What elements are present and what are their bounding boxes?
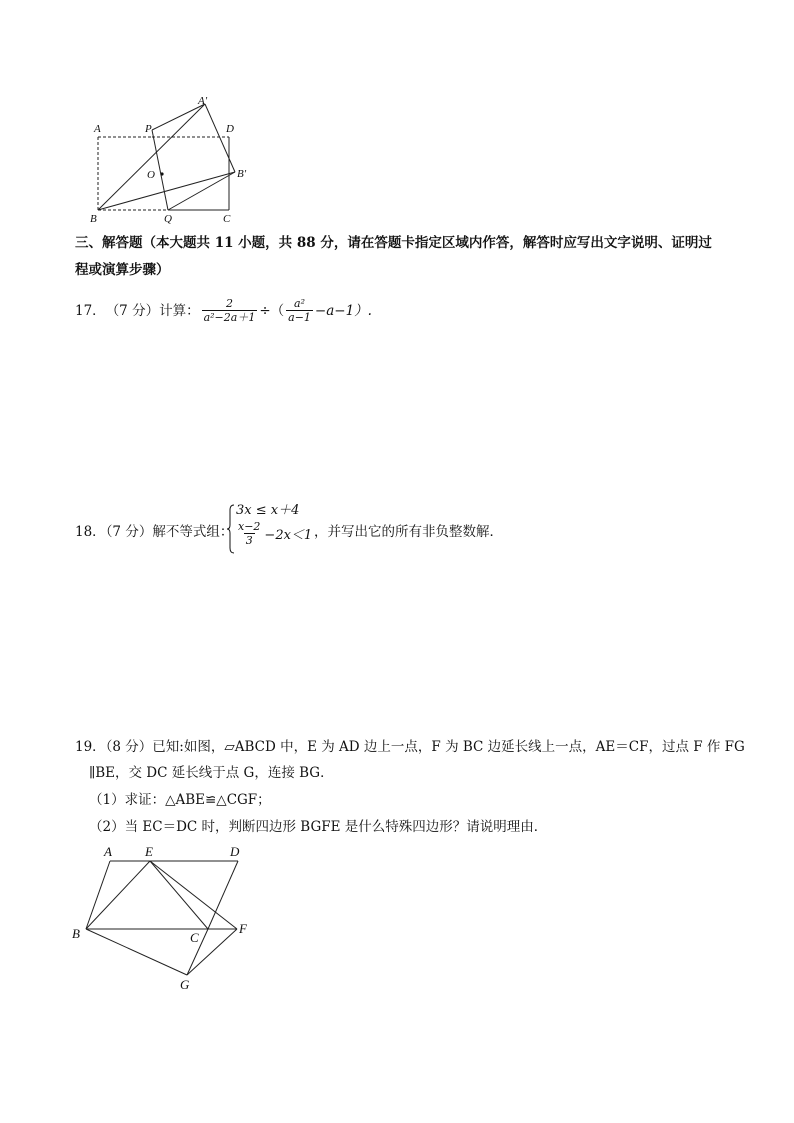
figure-1-fold-diagram (85, 92, 260, 227)
label-B-prime: B′ (237, 168, 247, 180)
q19-line1: 19．（8 分）已知:如图，▱ABCD 中，E 为 AD 边上一点，F 为 BC 边延长线上一点，AE＝CF，过点 F 作 FG (75, 739, 745, 755)
q18-fraction (236, 520, 262, 547)
q17-frac1-numerator: 2 (225, 297, 233, 310)
q17-frac1-denominator: a²−2a＋1 (203, 311, 256, 324)
q17-number: 17． (75, 302, 106, 319)
q18-number: 18． (75, 524, 106, 540)
label-B: B (72, 926, 80, 941)
label-Q: Q (164, 213, 172, 225)
q18-prefix (75, 522, 233, 542)
q17-points: （7 分）计算： (105, 302, 200, 319)
label-D: D (230, 844, 240, 859)
label-A: A (104, 844, 112, 859)
section-3-heading-line2: 程或演算步骤） (75, 262, 170, 278)
q18-tail: ，并写出它的所有非负整数解． (314, 524, 503, 540)
q18-frac-denominator: 3 (245, 534, 253, 547)
label-G: G (180, 977, 190, 992)
label-P: P (145, 123, 152, 135)
figure-2-parallelogram-diagram (65, 840, 265, 995)
q19-line2: ∥BE，交 DC 延长线于点 G，连接 BG． (89, 765, 334, 781)
label-E: E (145, 844, 153, 859)
q17-operator: ÷（ (259, 302, 285, 319)
label-B: B (90, 213, 97, 225)
label-C: C (190, 930, 199, 945)
q18-points: （7 分）解不等式组： (105, 524, 234, 540)
q17-frac2-denominator: a−1 (288, 311, 311, 324)
q18-brace (227, 504, 235, 554)
label-D: D (226, 123, 234, 135)
q17-frac2-numerator: a² (294, 297, 306, 310)
q18-frac-numerator: x−2 (238, 520, 261, 533)
label-F: F (239, 921, 247, 936)
q19-part1: （1）求证：△ABE≌△CGF； (89, 792, 271, 808)
q17-tail: −a−1）. (314, 302, 372, 319)
label-C: C (223, 213, 231, 225)
label-A-prime: A′ (198, 95, 208, 107)
q17-fraction-1 (202, 297, 258, 324)
label-O: O (147, 169, 155, 181)
section-3-heading-line1: 三、解答题（本大题共 11 小题，共 88 分，请在答题卡指定区域内作答，解答时应写出文字说明、证明过 (75, 235, 712, 251)
q19-part2: （2）当 EC＝DC 时，判断四边形 BGFE 是什么特殊四边形？请说明理由． (89, 819, 548, 835)
q17-fraction-2 (286, 297, 313, 324)
question-17 (75, 297, 372, 324)
q18-inequality-2 (236, 520, 312, 547)
q18-inequality-1: 3x ≤ x＋4 (236, 503, 300, 518)
label-A: A (94, 123, 101, 135)
q18-ineq2-tail: −2x＜1 (264, 528, 313, 543)
